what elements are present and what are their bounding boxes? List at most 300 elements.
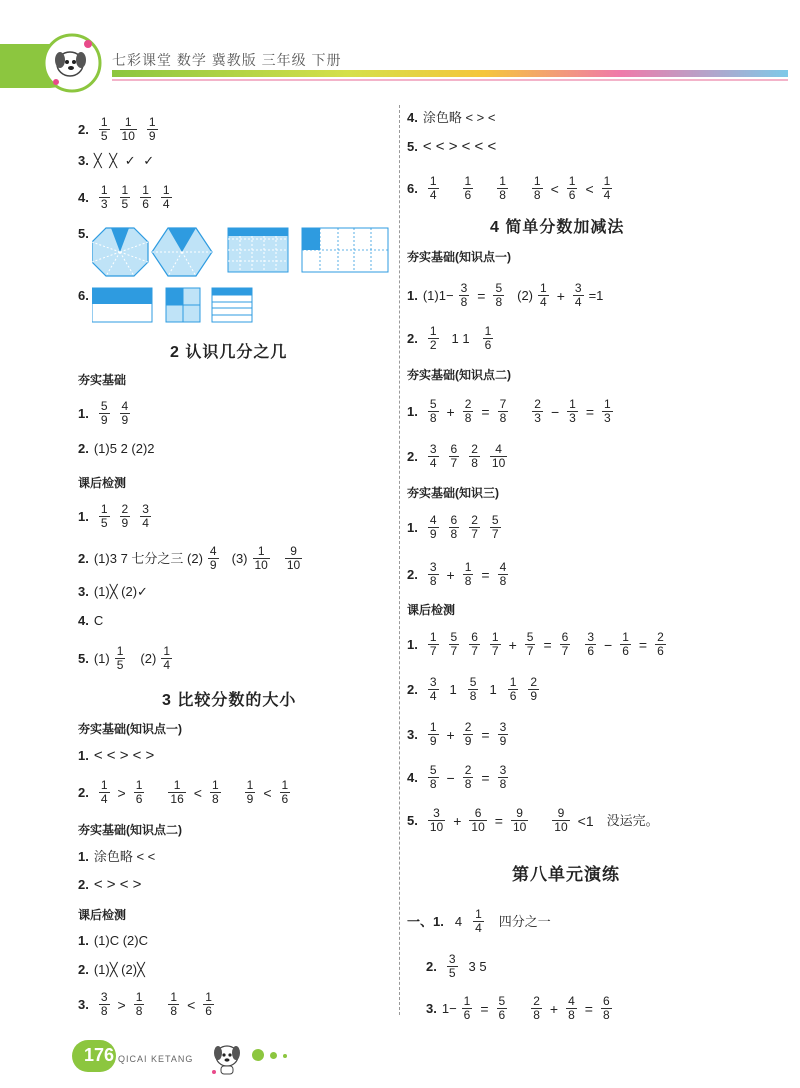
question-number: 1. (78, 748, 89, 763)
answer-line: 2. (1)╳ (2)╳ (78, 962, 145, 977)
fraction (655, 631, 666, 658)
fraction (473, 908, 484, 935)
fraction (147, 116, 158, 143)
dog-mascot-icon (205, 1034, 249, 1078)
numerator: 1 (475, 907, 482, 921)
footer-brand: QICAI KETANG (118, 1054, 194, 1064)
denominator: 6 (281, 792, 289, 806)
numerator: 5 (429, 763, 437, 777)
fraction (120, 184, 131, 211)
fraction (99, 400, 110, 427)
denominator: 5 (100, 129, 108, 143)
denominator: 9 (246, 792, 254, 806)
operator: = (480, 1000, 489, 1017)
question-number: 3. (426, 1000, 437, 1016)
denominator: 9 (429, 734, 437, 748)
fraction (462, 995, 473, 1022)
operator: = (494, 812, 503, 829)
question-number: 3. (78, 996, 89, 1012)
answer-line: 3. 1− $\frac{1}{6}$ = $\frac{5}{6}$ $\frac{2}{8}$ + $\frac{4}{8}$ = $\frac{6}{8}$ (426, 994, 610, 1022)
fraction (498, 721, 509, 748)
denominator: 10 (491, 456, 506, 470)
section-title: 4 简单分数加减法 (490, 219, 625, 236)
question-number: 3. (78, 153, 89, 168)
fraction (560, 631, 571, 658)
operator: > (117, 784, 126, 801)
fraction (620, 631, 631, 658)
denominator: 10 (554, 820, 568, 834)
denominator: 9 (429, 527, 437, 541)
operator: + (446, 566, 455, 583)
numerator: 5 (495, 281, 503, 295)
fraction (511, 807, 528, 834)
fraction (567, 398, 578, 425)
numerator: 3 (429, 560, 437, 574)
numerator: 2 (530, 675, 538, 689)
fraction (203, 991, 214, 1018)
numerator: 1 (211, 778, 219, 792)
denominator: 5 (100, 516, 108, 530)
numerator: 1 (205, 990, 212, 1004)
question-number: 1. (407, 519, 418, 535)
numerator: 5 (100, 399, 108, 413)
denominator: 8 (533, 1008, 540, 1022)
denominator: 7 (450, 456, 458, 470)
fraction (428, 398, 439, 425)
fraction (528, 676, 539, 703)
fraction (99, 503, 110, 530)
operator: = (481, 566, 490, 583)
answer-line: 2. $\frac{1}{2}$ 1 1 $\frac{1}{6}$ (407, 324, 492, 352)
numerator: 5 (526, 630, 534, 644)
denominator: 6 (509, 689, 517, 703)
denominator: 7 (429, 644, 437, 658)
numerator: 9 (557, 806, 565, 820)
denominator: 2 (429, 338, 437, 352)
numerator: 2 (534, 397, 541, 411)
fraction (447, 953, 458, 980)
answer-line: 5. < < > < < < (407, 138, 497, 155)
denominator: 7 (491, 644, 499, 658)
denominator: 4 (475, 921, 482, 935)
denominator: 6 (463, 1008, 471, 1022)
fraction (483, 325, 494, 352)
denominator: 5 (121, 197, 129, 211)
denominator: 8 (499, 411, 507, 425)
q5-shapes (92, 226, 392, 278)
denominator: 8 (429, 411, 437, 425)
denominator: 9 (530, 689, 538, 703)
denominator: 10 (254, 558, 268, 572)
operator: < (585, 180, 594, 197)
answer-line (407, 398, 618, 425)
answer-line (78, 503, 156, 530)
numerator: 1 (124, 115, 132, 129)
question-number: 一、1. (407, 913, 444, 929)
fraction (459, 282, 470, 309)
fraction (428, 631, 439, 658)
fraction (566, 995, 577, 1022)
numerator: 1 (509, 675, 517, 689)
fraction (498, 561, 509, 588)
numerator: 1 (100, 115, 108, 129)
question-number: 6. (78, 288, 89, 303)
fraction (140, 184, 151, 211)
denominator: 9 (121, 516, 129, 530)
numerator: 1 (142, 183, 149, 197)
fraction (585, 631, 596, 658)
operator: = (585, 403, 595, 420)
question-number: 4. (78, 189, 89, 205)
denominator: 3 (604, 411, 611, 425)
numerator: 1 (540, 281, 547, 295)
question-number: 4. (407, 110, 418, 125)
question-number: 1. (78, 933, 89, 948)
denominator: 4 (163, 658, 170, 672)
column-divider (399, 105, 400, 1015)
fraction (428, 807, 445, 834)
fraction (428, 676, 439, 703)
operator: < (193, 784, 202, 801)
numerator: 1 (463, 994, 471, 1008)
question-number: 1. (407, 403, 418, 419)
numerator: 2 (464, 763, 472, 777)
denominator: 8 (469, 689, 477, 703)
question-number: 2. (426, 958, 437, 974)
answer-line: 2. $\frac{3}{4}$ 1 $\frac{5}{8}$ 1 $\frac{1}{6}$ $\frac{2}{9}$ (407, 675, 538, 703)
fraction (168, 991, 179, 1018)
question-number: 2. (78, 784, 89, 800)
denominator: 8 (464, 574, 472, 588)
denominator: 9 (499, 734, 507, 748)
footer-dot (270, 1052, 277, 1059)
question-number: 2. (407, 566, 418, 582)
numerator: 5 (450, 630, 458, 644)
numerator: 1 (429, 630, 437, 644)
numerator: 1 (121, 183, 129, 197)
subheading: 课后检测 (78, 908, 127, 922)
denominator: 8 (568, 1008, 575, 1022)
fraction (134, 779, 145, 806)
fraction (140, 503, 151, 530)
operator: = (477, 287, 486, 304)
fraction (531, 995, 542, 1022)
numerator: 2 (121, 502, 129, 516)
denominator: 8 (495, 295, 503, 309)
answer-line (78, 400, 135, 427)
fraction (463, 764, 474, 791)
denominator: 5 (448, 966, 456, 980)
denominator: 8 (464, 411, 472, 425)
fraction (115, 645, 126, 672)
denominator: 4 (574, 295, 582, 309)
header-thin-bar (112, 79, 788, 81)
numerator: 4 (568, 994, 575, 1008)
denominator: 6 (484, 338, 492, 352)
numerator: 1 (148, 115, 156, 129)
numerator: 1 (257, 544, 265, 558)
denominator: 7 (491, 527, 499, 541)
header-title: 七彩课堂 数学 冀教版 三年级 下册 (112, 52, 342, 68)
numerator: 1 (163, 644, 170, 658)
denominator: 3 (534, 411, 541, 425)
answer-line (407, 175, 617, 202)
numerator: 3 (448, 952, 456, 966)
denominator: 4 (429, 188, 437, 202)
question-number: 1. (407, 287, 418, 303)
answer-line (407, 514, 506, 541)
numerator: 1 (622, 630, 629, 644)
numerator: 2 (471, 442, 478, 456)
operator: − (446, 769, 455, 786)
answer-line: 3. ╳ ╳ ✓ ✓ (78, 153, 157, 168)
denominator: 8 (499, 574, 507, 588)
numerator: 1 (246, 778, 254, 792)
question-number: 1. (78, 849, 89, 864)
operator: = (481, 769, 490, 786)
numerator: 3 (499, 763, 507, 777)
numerator: 1 (100, 502, 108, 516)
answer-line (407, 764, 513, 791)
denominator: 7 (526, 644, 534, 658)
fraction (210, 779, 221, 806)
question-number: 6. (407, 180, 418, 196)
answer-line (407, 561, 513, 588)
fraction (428, 561, 439, 588)
question-number: 5. (407, 139, 418, 154)
fraction (428, 175, 439, 202)
answer-line: 2. (1)3 7 七分之三 (2) $\frac{4}{9}$ (3) $\frac{1}{10}$ $\frac{9}{10}$ (78, 544, 301, 572)
denominator: 4 (142, 516, 149, 530)
denominator: 8 (471, 456, 478, 470)
operator: − (550, 403, 560, 420)
numerator: 1 (173, 778, 181, 792)
numerator: 2 (464, 720, 472, 734)
fraction (285, 545, 302, 572)
fraction (538, 282, 549, 309)
fraction (120, 400, 131, 427)
numerator: 3 (433, 806, 440, 820)
answer-line (78, 184, 177, 211)
fraction (532, 398, 543, 425)
denominator: 8 (450, 527, 458, 541)
subheading: 课后检测 (407, 603, 456, 617)
page-header (0, 0, 800, 100)
unit-title: 第八单元演练 (512, 865, 620, 884)
numerator: 4 (499, 560, 507, 574)
answer-line (78, 991, 219, 1018)
fraction (490, 631, 501, 658)
answer-line: 2. (1)5 2 (2)2 (78, 441, 155, 456)
fraction (449, 514, 460, 541)
operator: + (446, 726, 455, 743)
fraction (490, 443, 507, 470)
answer-line: 1. (1)1− $\frac{3}{8}$ = $\frac{5}{8}$ (2) $\frac{1}{4}$ + $\frac{3}{4}$ =1 (407, 281, 604, 309)
fraction (602, 175, 613, 202)
subheading: 夯实基础(知识点二) (78, 823, 182, 837)
numerator: 4 (429, 513, 437, 527)
denominator: 10 (512, 820, 527, 834)
question-number: 2. (78, 877, 89, 892)
fraction (463, 561, 474, 588)
denominator: 8 (460, 295, 468, 309)
operator: > (117, 996, 126, 1013)
numerator: 1 (604, 397, 611, 411)
numerator: 5 (491, 513, 499, 527)
answer-line: 一、1. 4 $\frac{1}{4}$ 四分之一 (407, 907, 551, 935)
question-number: 5. (407, 812, 418, 828)
denominator: 6 (498, 1008, 506, 1022)
denominator: 8 (211, 792, 219, 806)
denominator: 6 (142, 197, 149, 211)
denominator: 6 (622, 644, 629, 658)
fraction (493, 282, 504, 309)
numerator: 6 (450, 442, 458, 456)
numerator: 4 (209, 544, 217, 558)
fraction (463, 175, 474, 202)
answer-line: 1. < < > < > (78, 747, 155, 764)
fraction (99, 779, 110, 806)
fraction (99, 116, 110, 143)
answer-line (78, 116, 163, 143)
fraction (469, 631, 480, 658)
denominator: 10 (286, 558, 301, 572)
numerator: 3 (460, 281, 468, 295)
answer-line: 1. (1)C (2)C (78, 933, 149, 948)
numerator: 1 (484, 324, 492, 338)
numerator: 1 (170, 990, 178, 1004)
operator: + (446, 403, 455, 420)
page-number-badge (72, 1040, 116, 1072)
section-title: 2 认识几分之几 (170, 344, 288, 361)
fraction (602, 398, 613, 425)
numerator: 3 (100, 990, 108, 1004)
denominator: 4 (162, 197, 170, 211)
denominator: 9 (121, 413, 129, 427)
fraction (99, 991, 110, 1018)
denominator: 10 (471, 820, 485, 834)
answer-line: 5. (1) $\frac{1}{5}$ (2) $\frac{1}{4}$ (78, 644, 170, 672)
answer-line: 2. $\frac{3}{5}$ 3 5 (426, 952, 487, 980)
operator: < (187, 996, 196, 1013)
numerator: 3 (429, 675, 437, 689)
operator: = (481, 726, 490, 743)
q6-shapes (92, 286, 262, 324)
answer-line: 4. 涂色略 < > < (407, 110, 496, 125)
denominator: 4 (429, 689, 437, 703)
denominator: 16 (170, 792, 184, 806)
fraction (498, 764, 509, 791)
numerator: 1 (162, 183, 170, 197)
numerator: 3 (587, 630, 595, 644)
numerator: 1 (464, 174, 472, 188)
numerator: 4 (495, 442, 502, 456)
fraction (208, 545, 219, 572)
numerator: 5 (469, 675, 477, 689)
fraction (120, 116, 137, 143)
header-rainbow-bar (112, 70, 788, 77)
denominator: 4 (429, 456, 437, 470)
numerator: 1 (429, 174, 437, 188)
denominator: 6 (205, 1004, 212, 1018)
question-number: 1. (78, 405, 89, 421)
numerator: 1 (464, 560, 472, 574)
fraction (469, 514, 480, 541)
subheading: 夯实基础(知识点一) (407, 250, 511, 264)
question-number: 3. (407, 726, 418, 742)
denominator: 9 (148, 129, 156, 143)
question-number: 2. (78, 121, 89, 137)
fraction (573, 282, 584, 309)
denominator: 8 (429, 574, 437, 588)
subheading: 夯实基础 (78, 373, 127, 387)
answer-line (78, 779, 295, 806)
fraction (525, 631, 536, 658)
denominator: 9 (100, 413, 108, 427)
fraction (508, 676, 519, 703)
fraction (490, 514, 501, 541)
answer-line: 5. $\frac{3}{10}$ + $\frac{6}{10}$ = $\frac{9}{10}$ $\frac{9}{10}$ <1 没运完。 (407, 806, 659, 834)
denominator: 10 (121, 129, 135, 143)
fraction (161, 184, 172, 211)
answer-line (407, 721, 513, 748)
question-number: 3. (78, 584, 89, 599)
numerator: 3 (574, 281, 582, 295)
dog-mascot-icon (38, 30, 108, 96)
fraction (161, 645, 172, 672)
numerator: 1 (429, 720, 437, 734)
operator: = (638, 636, 648, 653)
fraction (468, 676, 479, 703)
denominator: 7 (471, 644, 478, 658)
fraction (120, 503, 131, 530)
fraction (428, 721, 439, 748)
denominator: 8 (135, 1004, 143, 1018)
numerator: 2 (657, 630, 664, 644)
denominator: 10 (429, 820, 444, 834)
denominator: 7 (561, 644, 569, 658)
answer-line (407, 443, 512, 470)
numerator: 2 (533, 994, 540, 1008)
numerator: 1 (135, 990, 143, 1004)
denominator: 8 (499, 188, 506, 202)
question-number: 2. (407, 681, 418, 697)
denominator: 4 (540, 295, 547, 309)
fraction (428, 443, 439, 470)
question-number: 2. (407, 448, 418, 464)
numerator: 4 (121, 399, 129, 413)
denominator: 6 (587, 644, 595, 658)
question-number: 5. (78, 650, 89, 666)
answer-line: 1. 涂色略 < < (78, 849, 156, 864)
denominator: 8 (100, 1004, 108, 1018)
answer-line (407, 631, 671, 658)
question-number: 2. (78, 962, 89, 977)
fraction (601, 995, 612, 1022)
fraction (463, 398, 474, 425)
numerator: 1 (100, 778, 108, 792)
fraction (532, 175, 543, 202)
subheading: 夯实基础(知识点二) (407, 368, 511, 382)
question-number: 4. (78, 613, 89, 628)
fraction (469, 807, 486, 834)
answer-line: 3. (1)╳ (2)✓ (78, 584, 148, 599)
fraction (497, 175, 508, 202)
question-number: 2. (78, 550, 89, 566)
section-title: 3 比较分数的大小 (162, 692, 297, 709)
denominator: 5 (116, 658, 124, 672)
answer-line: 2. < > < > (78, 876, 142, 893)
